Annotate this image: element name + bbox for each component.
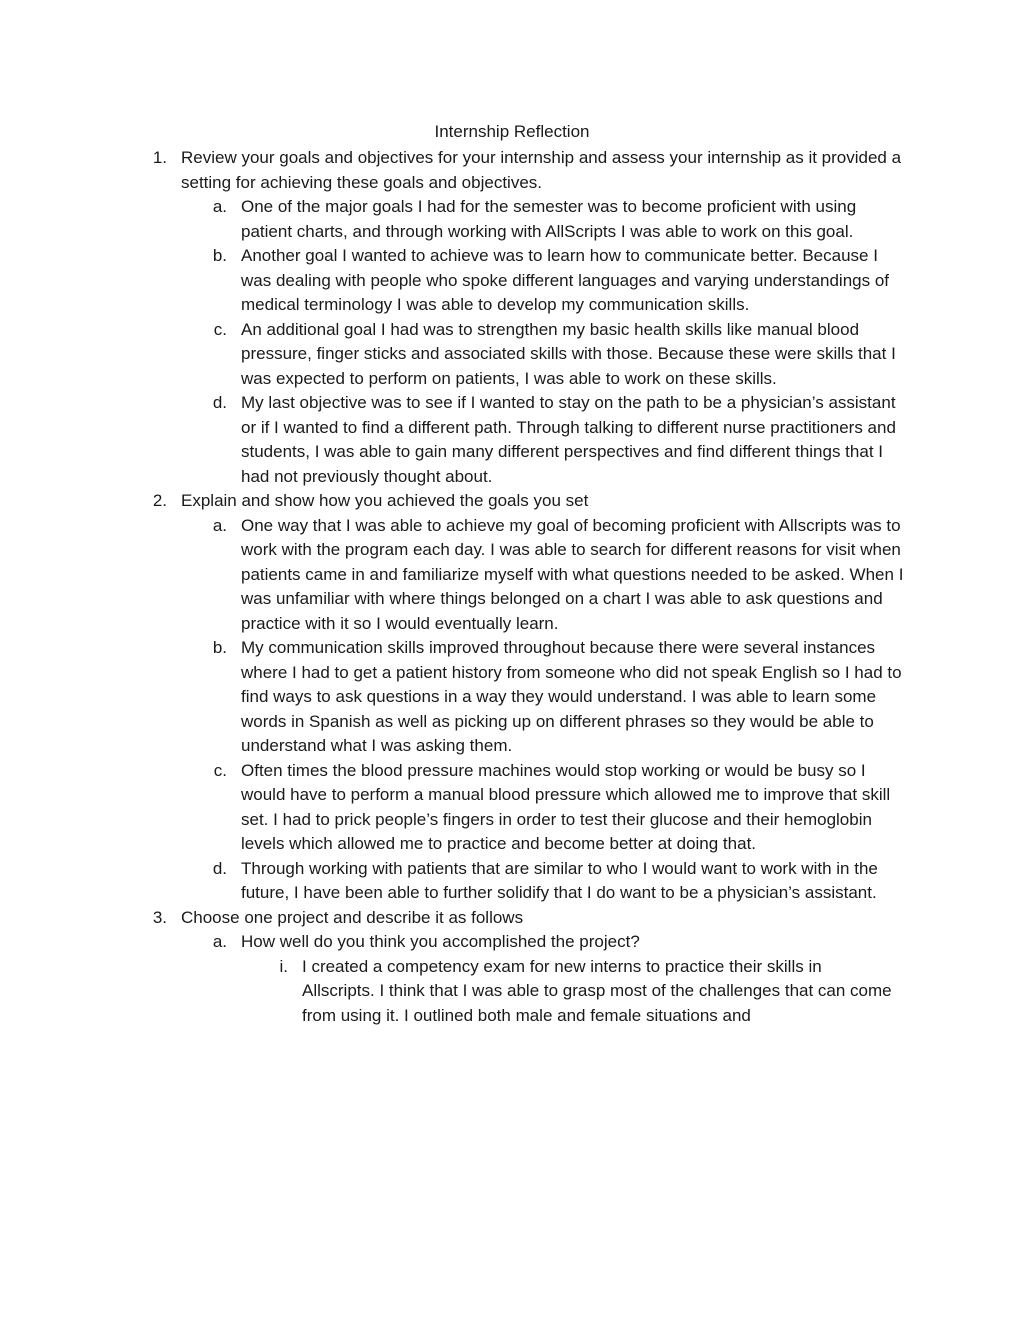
answer-letter: b. bbox=[212, 638, 227, 657]
answer-item bbox=[0, 857, 1024, 906]
answer-letter: b. bbox=[212, 246, 227, 265]
answer-letter: a. bbox=[212, 515, 227, 535]
answer-item bbox=[0, 195, 1024, 244]
answer-text: My communication skills improved throughout because there were several instances where I had to get a patient history from someone who did not speak English so I had to find ways to ask questions in a way they would understand. I was able to learn some words in Spanish as well as picking up on different phrases so they would be able to understand what I was asking them. bbox=[241, 638, 902, 755]
question-item bbox=[0, 146, 1024, 195]
answer-letter: c. bbox=[213, 319, 227, 339]
answer-text: Another goal I wanted to achieve was to learn how to communicate better. Because I was dealing with people who spoke different languages and varying understandings of medical terminology I was able to develop my communication skills. bbox=[241, 246, 890, 314]
answer-text: One way that I was able to achieve my goal of becoming proficient with Allscripts was to work with the program each day. I was able to search for different reasons for visit when patients came in and familiarize myself with what questions needed to be asked. When I was unfamiliar with where things belonged on a chart I was able to ask questions and practice with it so I would eventually learn. bbox=[241, 515, 904, 633]
question-item bbox=[0, 489, 1024, 514]
question-item bbox=[0, 906, 1024, 931]
answer-item bbox=[0, 514, 1024, 637]
detail-numeral: i. bbox=[279, 956, 288, 976]
question-list bbox=[0, 146, 1024, 1028]
answer-text: One of the major goals I had for the semester was to become proficient with using patient charts, and through working with AllScripts I was able to work on this goal. bbox=[241, 197, 857, 241]
question-text: Explain and show how you achieved the goals you set bbox=[181, 491, 589, 510]
page-title: Internship Reflection bbox=[434, 122, 590, 141]
question-number: 3. bbox=[152, 907, 167, 927]
answer-item bbox=[0, 636, 1024, 759]
question-text: Choose one project and describe it as follows bbox=[181, 907, 524, 927]
answer-text: Through working with patients that are similar to who I would want to work with in the future, I have been able to further solidify that I do want to be a physician’s assistant. bbox=[241, 858, 878, 902]
question-number: 2. bbox=[152, 491, 167, 510]
answer-letter: a. bbox=[212, 932, 227, 951]
answer-text: Often times the blood pressure machines would stop working or would be busy so I would have to perform a manual blood pressure which allowed me to improve that skill set. I had to prick people’s fingers in order to test their glucose and their hemoglobin levels which allowed me to practice and become better at doing that. bbox=[241, 760, 891, 853]
answer-text: An additional goal I had was to strengthen my basic health skills like manual blood pressure, finger sticks and associated skills with those. Because these were skills that I was expected to perform on patients, I was able to work on these skills. bbox=[241, 319, 896, 388]
answer-text: My last objective was to see if I wanted to stay on the path to be a physician’s assistant or if I wanted to find a different path. Through talking to different nurse practitioners and students, I was able to gain many different perspectives and find different things that I had not previously thought about. bbox=[241, 393, 896, 486]
detail-text: I created a competency exam for new interns to practice their skills in Allscripts. I think that I was able to grasp most of the challenges that can come from using it. I outlined both male and female situations and bbox=[302, 956, 892, 1025]
answer-item bbox=[0, 930, 1024, 955]
answer-text: How well do you think you accomplished the project? bbox=[241, 932, 640, 951]
answer-letter: a. bbox=[212, 197, 227, 216]
answer-item bbox=[0, 759, 1024, 857]
answer-item bbox=[0, 318, 1024, 392]
answer-letter: c. bbox=[213, 760, 227, 780]
answer-letter: d. bbox=[212, 393, 227, 412]
question-number: 1. bbox=[152, 148, 167, 167]
question-text: Review your goals and objectives for your internship and assess your internship as it provided a setting for achieving these goals and objectives. bbox=[181, 148, 902, 192]
answer-item bbox=[0, 391, 1024, 489]
detail-item bbox=[0, 955, 1024, 1029]
answer-letter: d. bbox=[212, 858, 227, 878]
answer-item bbox=[0, 244, 1024, 318]
